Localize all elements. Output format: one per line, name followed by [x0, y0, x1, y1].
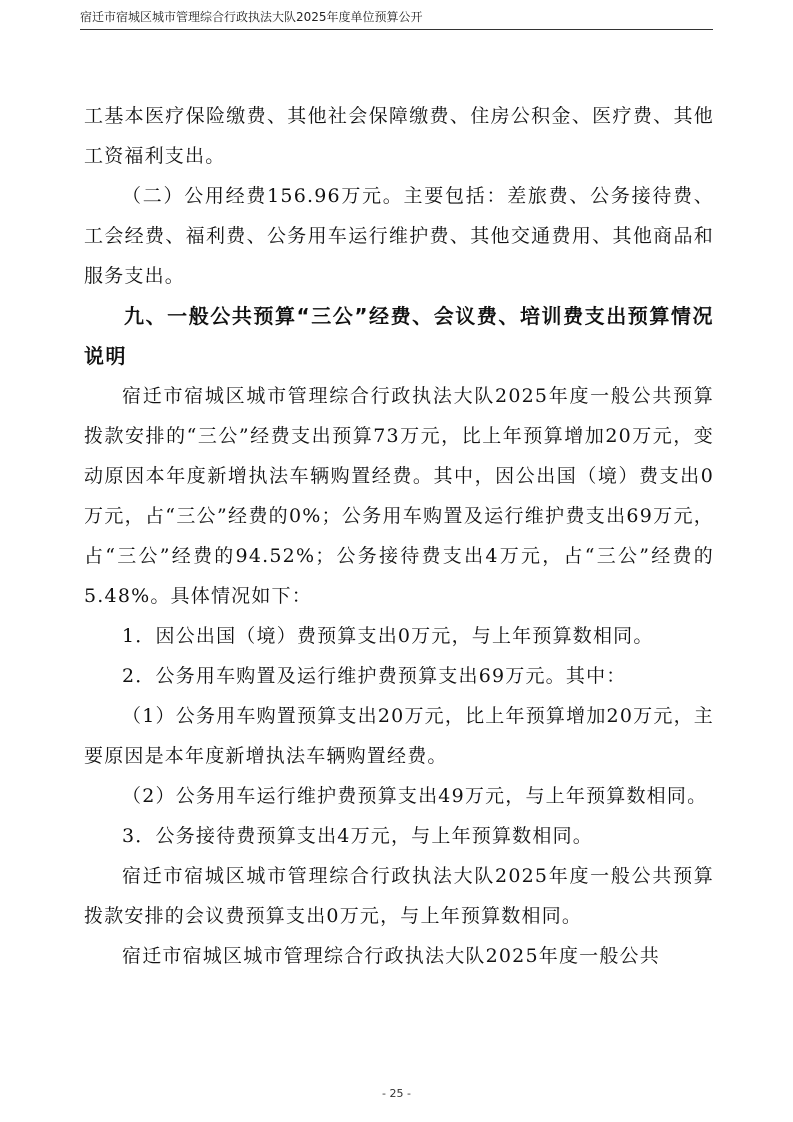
list-item-2: 2．公务用车购置及运行维护费预算支出69万元。其中：	[122, 665, 627, 687]
paragraph-continued: 工基本医疗保险缴费、其他社会保障缴费、住房公积金、医疗费、其他工资福利支出。	[84, 105, 714, 167]
paragraph-three-public-summary: 宿迁市宿城区城市管理综合行政执法大队2025年度一般公共预算拨款安排的“三公”经费支出预算73万元，比上年预算增加20万元，变动原因本年度新增执法车辆购置经费。其中，因公出国（境）费支出0万元，占“三公”经费的0%；公务用车购置及运行维护费支出69万元，占“三公”经费的94.52%；公务接待费支出4万元，占“三公”经费的5.48%。具体情况如下：	[84, 385, 714, 607]
document-body	[84, 96, 714, 976]
paragraph-meeting-fees: 宿迁市宿城区城市管理综合行政执法大队2025年度一般公共预算拨款安排的会议费预算支出0万元，与上年预算数相同。	[84, 865, 714, 927]
sub-item-2: （2）公务用车运行维护费预算支出49万元，与上年预算数相同。	[122, 785, 708, 807]
section-heading-nine: 九、一般公共预算“三公”经费、会议费、培训费支出预算情况说明	[84, 304, 714, 368]
paragraph-training-fees: 宿迁市宿城区城市管理综合行政执法大队2025年度一般公共	[122, 945, 660, 967]
sub-item-1: （1）公务用车购置预算支出20万元，比上年预算增加20万元，主要原因是本年度新增执法车辆购置经费。	[84, 705, 714, 767]
running-header: 宿迁市宿城区城市管理综合行政执法大队2025年度单位预算公开	[80, 10, 423, 24]
list-item-1: 1．因公出国（境）费预算支出0万元，与上年预算数相同。	[122, 625, 654, 647]
list-item-3: 3．公务接待费预算支出4万元，与上年预算数相同。	[122, 825, 593, 847]
paragraph-public-expenses: （二）公用经费156.96万元。主要包括：差旅费、公务接待费、工会经费、福利费、公务用车运行维护费、其他交通费用、其他商品和服务支出。	[84, 185, 714, 287]
page-number: - 25 -	[382, 1087, 411, 1100]
header-rule	[80, 29, 713, 30]
